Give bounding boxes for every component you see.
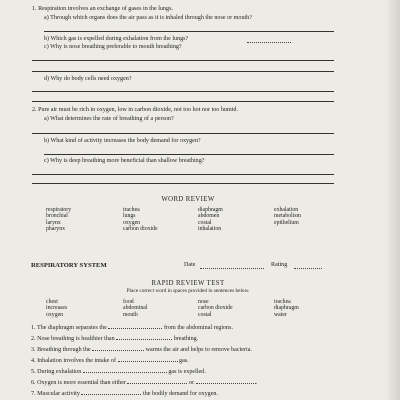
word-item: costal (198, 311, 212, 318)
word-item: trachea (123, 207, 140, 213)
sentence-text: . (255, 380, 258, 386)
question-2b: b) What kind of activity increases the body demand for oxygen? (44, 138, 201, 144)
word-item: food (123, 299, 134, 305)
sentence-blank[interactable] (81, 389, 141, 395)
sentence-number: 3. (31, 347, 36, 353)
sentence-5 (31, 367, 206, 376)
sentence-text: Oxygen is more essential than either (37, 380, 126, 386)
sentence-text: During exhalation (37, 369, 82, 375)
sentence-4 (31, 356, 189, 365)
sentence-blank[interactable] (127, 378, 187, 384)
sentence-number: 4. (31, 358, 36, 364)
sentence-blank[interactable] (196, 378, 256, 384)
sentence-text: Nose breathing is healthier than (37, 336, 115, 342)
word-item: inhalation (198, 226, 222, 233)
word-item: abdominal (123, 305, 148, 312)
word-review-column-1 (46, 207, 71, 233)
word-item: larynx (46, 219, 61, 226)
question-1c: c) Why is nose breathing preferable to mouth breathing? (44, 44, 182, 50)
sentence-blank[interactable] (118, 356, 178, 362)
word-item: diaphragm (198, 207, 223, 213)
sentence-number: 6. (31, 380, 36, 386)
word-item: increases (46, 305, 68, 312)
sentence-blank[interactable] (92, 345, 144, 351)
sentence-2 (31, 334, 198, 343)
date-label: Date (184, 262, 196, 268)
word-item: exhalation (274, 207, 299, 213)
question-1b: b) Which gas is expelled during exhalation from the lungs? (44, 36, 189, 42)
sentence-text: warms the air and helps to remove bacteria. (145, 347, 252, 353)
answer-line-2c-1[interactable] (32, 174, 334, 175)
sentence-7 (31, 389, 218, 398)
word-item: oxygen (123, 219, 141, 226)
sentence-3 (31, 345, 252, 354)
sentence-text: gas. (179, 358, 189, 364)
word-review-column-2 (123, 207, 158, 233)
answer-line-1d-2[interactable] (32, 101, 334, 102)
section-title: RESPIRATORY SYSTEM (31, 262, 107, 269)
answer-line-2b[interactable] (44, 154, 334, 155)
word-item: respiratory (46, 207, 72, 213)
sentence-number: 2. (31, 336, 36, 342)
answer-blank-1b[interactable] (247, 37, 291, 43)
sentence-text: The diaphragm separates the (37, 325, 107, 331)
word-item: costal (198, 219, 212, 226)
sentence-blank[interactable] (108, 323, 162, 329)
word-item: diaphragm (274, 305, 299, 312)
word-review-column-4 (274, 207, 301, 226)
rapid-word-column-1 (46, 299, 67, 318)
question-1-stem: 1. Respiration involves an exchange of gases in the lungs. (32, 6, 173, 12)
answer-line-1c-1[interactable] (32, 60, 334, 61)
word-item: oxygen (46, 311, 64, 318)
word-item: carbon dioxide (123, 226, 158, 233)
answer-line-2a[interactable] (32, 133, 334, 134)
answer-line-1a[interactable] (44, 31, 334, 32)
page-edge-shadow (388, 0, 400, 400)
word-item: carbon dioxide (198, 305, 233, 312)
word-item: bronchial (46, 213, 68, 220)
word-item: epithelium (274, 219, 299, 226)
word-item: metabolism (274, 213, 302, 220)
word-item: nose (198, 299, 209, 305)
answer-line-1c-2[interactable] (32, 71, 334, 72)
rapid-word-column-2 (123, 299, 147, 318)
sentence-text: Breathing through the (37, 347, 91, 353)
sentence-number: 1. (31, 325, 36, 331)
question-1a: a) Through which organs does the air pass as it is inhaled through the nose or mouth? (44, 15, 252, 21)
question-2-stem: 2. Pure air must be rich in oxygen, low in carbon dioxide, not too hot nor too humid. (32, 107, 238, 113)
word-item: lungs (123, 213, 136, 220)
sentence-text: Inhalation involves the intake of (37, 358, 116, 364)
sentence-text: Muscular activity (37, 391, 80, 397)
word-review-column-3 (198, 207, 223, 233)
answer-line-1d-1[interactable] (32, 91, 334, 92)
rapid-word-column-4 (274, 299, 299, 318)
rapid-word-column-3 (198, 299, 233, 318)
sentence-blank[interactable] (83, 367, 167, 373)
sentence-text: breathing. (173, 336, 199, 342)
sentence-text: gas is expelled. (168, 369, 206, 375)
rapid-review-title: RAPID REVIEW TEST (151, 280, 225, 287)
word-review-title: WORD REVIEW (161, 196, 215, 203)
word-item: water (274, 311, 287, 318)
sentence-text: from the abdominal regions. (163, 325, 233, 331)
answer-line-2c-2[interactable] (32, 183, 334, 184)
rating-label: Rating (271, 262, 288, 268)
sentence-6 (31, 378, 257, 387)
question-2a: a) What determines the rate of breathing of a person? (44, 116, 174, 122)
sentence-text: or (189, 380, 195, 386)
sentence-number: 5. (31, 369, 36, 375)
word-item: mouth (123, 311, 138, 318)
sentence-blank[interactable] (116, 334, 172, 340)
sentence-number: 7. (31, 391, 36, 397)
question-2c: c) Why is deep breathing more beneficial than shallow breathing? (44, 158, 205, 164)
sentence-1 (31, 323, 233, 332)
date-field[interactable] (200, 263, 264, 269)
word-item: chest (46, 299, 58, 305)
sentence-text: the bodily demand for oxygen. (143, 391, 218, 397)
word-item: abdomen (198, 213, 220, 220)
rapid-review-instructions: Place correct word in spaces provided in sentences below. (126, 288, 250, 294)
word-item: trachea (274, 299, 291, 305)
rating-field[interactable] (294, 263, 322, 269)
question-1d: d) Why do body cells need oxygen? (44, 76, 132, 82)
word-item: pharynx (46, 226, 65, 233)
